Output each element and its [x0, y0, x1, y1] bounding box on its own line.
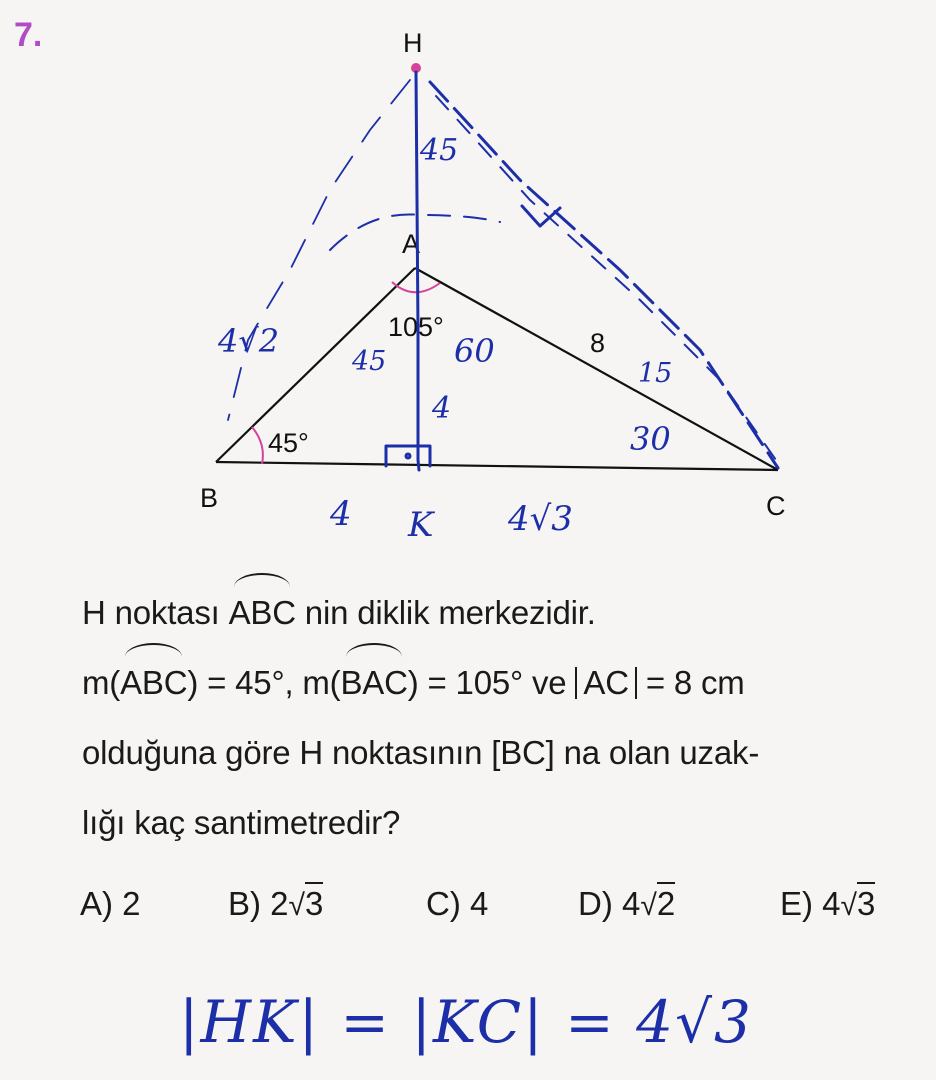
label-c: C: [766, 491, 786, 521]
handwriting-construction: [228, 72, 778, 470]
note-angle-a-left: 45: [352, 346, 387, 377]
question-line-1: H noktası ABC nin diklik merkezidir.: [82, 578, 922, 648]
angle-a-label: 105°: [388, 312, 444, 342]
choice-a[interactable]: A) 2: [80, 885, 141, 922]
note-ak-length: 4: [432, 391, 452, 426]
question-line-4: lığı kaç santimetredir?: [82, 804, 401, 841]
choice-e[interactable]: E) 4√3: [780, 885, 875, 923]
label-b: B: [200, 483, 219, 513]
note-angle-c-top: 15: [638, 358, 673, 389]
choice-c[interactable]: C) 4: [426, 885, 489, 922]
label-h: H: [403, 28, 423, 58]
choice-b[interactable]: B) 2√3: [228, 885, 323, 923]
answer-choices: [80, 885, 920, 935]
note-k-label: K: [408, 505, 434, 545]
note-angle-h: 45: [420, 133, 459, 168]
note-bk-length: 4: [330, 494, 352, 534]
question-number: 7.: [14, 16, 43, 54]
abs-ac: AC: [575, 667, 636, 699]
note-angle-a-right: 60: [454, 332, 495, 370]
question-line-2: m(ABC) = 45°, m(BAC) = 105° ve AC = 8 cm: [82, 648, 922, 718]
note-angle-c: 30: [630, 420, 671, 458]
note-kc-length: 4√3: [508, 499, 573, 539]
angle-b-arc: [252, 427, 263, 464]
choice-d[interactable]: D) 4√2: [578, 885, 675, 923]
question-text: [82, 578, 922, 858]
side-ac-label: 8: [590, 328, 606, 358]
handwritten-answer: [175, 980, 815, 1060]
angle-b-label: 45°: [268, 428, 309, 458]
question-line-3: olduğuna göre H noktasının [BC] na olan uzak-: [82, 734, 760, 771]
note-ab-length: 4√2: [218, 322, 280, 360]
label-a: A: [402, 229, 421, 259]
handwritten-answer-text: |HK| = |KC| = 4√3: [179, 988, 753, 1056]
